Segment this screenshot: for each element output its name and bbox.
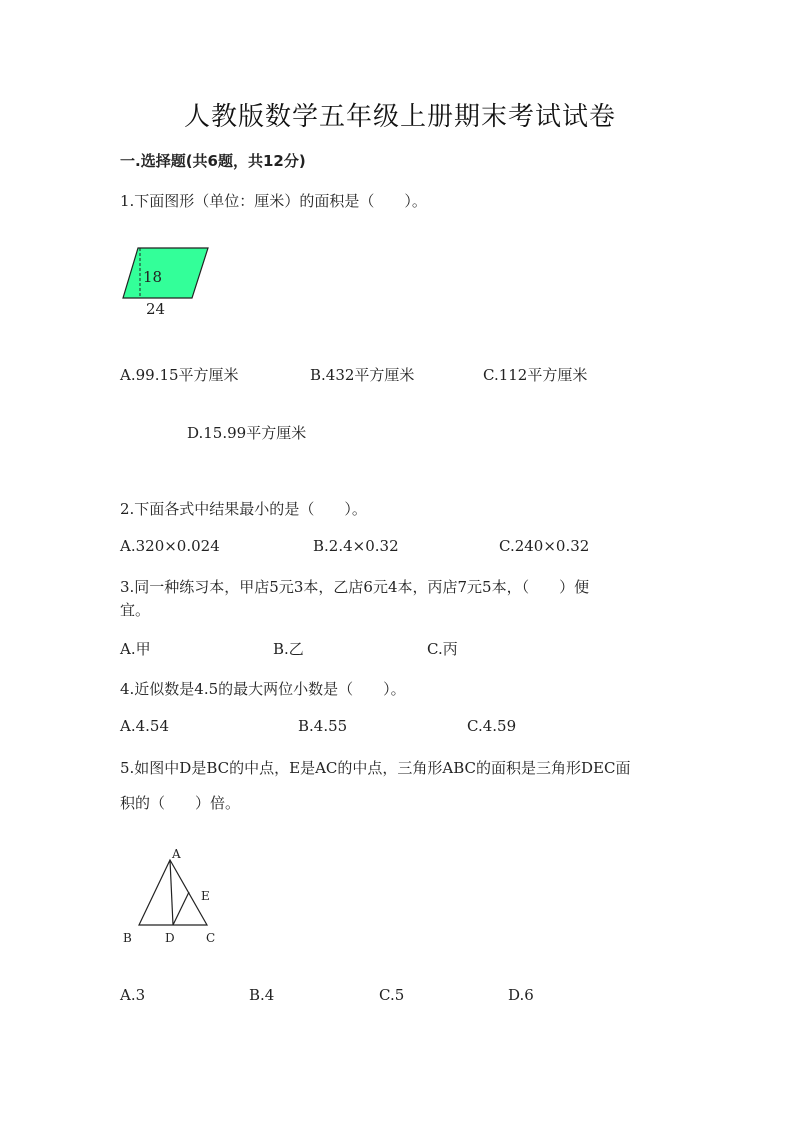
question-1-text: 1.下面图形（单位：厘米）的面积是（ ）。 (120, 192, 427, 210)
vertex-label-b: B (123, 931, 132, 945)
q2-option-b: B.2.4×0.32 (313, 537, 399, 555)
q1-option-b: B.432平方厘米 (310, 366, 415, 384)
base-label: 24 (146, 300, 166, 318)
q3-option-b: B.乙 (273, 640, 304, 658)
parallelogram-figure (118, 240, 218, 320)
question-3-text-line1: 3.同一种练习本，甲店5元3本，乙店6元4本，丙店7元5本，（ ）便 (120, 578, 590, 596)
section-heading: 一.选择题(共6题，共12分) (120, 152, 306, 170)
q4-option-b: B.4.55 (298, 717, 348, 735)
q3-option-c: C.丙 (427, 640, 458, 658)
vertex-label-c: C (206, 931, 216, 945)
q2-option-c: C.240×0.32 (499, 537, 590, 555)
segment-ad (170, 860, 173, 925)
height-label: 18 (143, 268, 163, 286)
q5-option-d: D.6 (508, 986, 534, 1004)
q1-option-c: C.112平方厘米 (483, 366, 588, 384)
segment-de (173, 892, 189, 925)
q2-option-a: A.320×0.024 (120, 537, 220, 555)
point-label-e: E (201, 889, 210, 903)
page-title: 人教版数学五年级上册期末考试试卷 (183, 102, 616, 132)
q5-option-c: C.5 (379, 986, 405, 1004)
q1-option-d: D.15.99平方厘米 (187, 424, 307, 442)
question-2-text: 2.下面各式中结果最小的是（ ）。 (120, 500, 367, 518)
question-3-text-line2: 宜。 (120, 601, 151, 619)
vertex-label-a: A (172, 847, 181, 861)
q4-option-c: C.4.59 (467, 717, 517, 735)
q4-option-a: A.4.54 (120, 717, 169, 735)
q5-option-a: A.3 (120, 986, 146, 1004)
q1-option-a: A.99.15平方厘米 (120, 366, 239, 384)
triangle-figure (115, 840, 225, 950)
q5-option-b: B.4 (249, 986, 275, 1004)
question-4-text: 4.近似数是4.5的最大两位小数是（ ）。 (120, 680, 406, 698)
question-5-text-line2: 积的（ ）倍。 (120, 794, 241, 812)
point-label-d: D (165, 931, 175, 945)
parallelogram-shape (123, 248, 208, 298)
q3-option-a: A.甲 (120, 640, 151, 658)
question-5-text-line1: 5.如图中D是BC的中点，E是AC的中点，三角形ABC的面积是三角形DEC面 (120, 759, 631, 777)
